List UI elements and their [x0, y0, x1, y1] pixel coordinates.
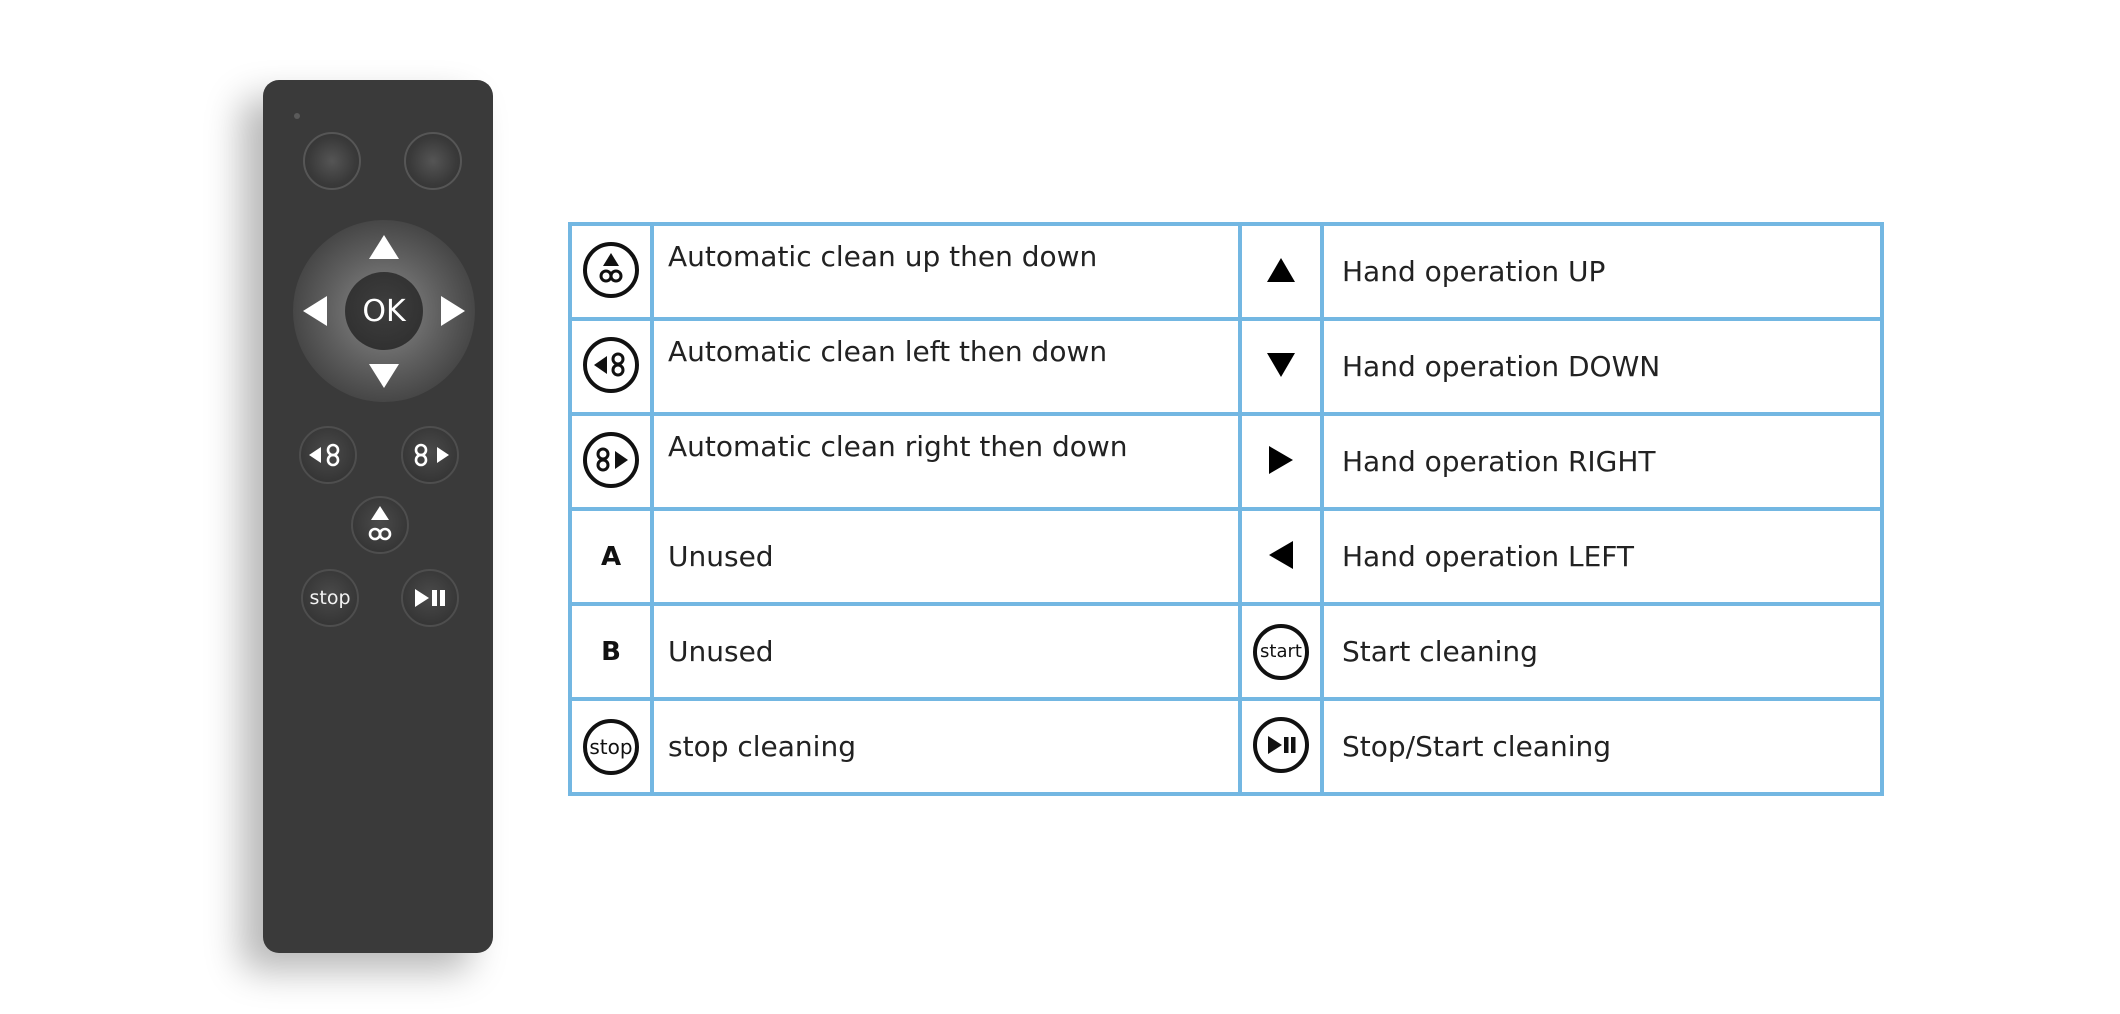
legend-description: Hand operation RIGHT [1322, 414, 1882, 509]
triangle-down-icon [1267, 353, 1295, 377]
stop-label: stop [309, 587, 351, 609]
button-b[interactable] [404, 132, 462, 190]
legend-description: stop cleaning [652, 699, 1240, 794]
remote-control [263, 80, 493, 953]
legend-icon-cell [570, 319, 652, 414]
play-pause-button[interactable] [401, 569, 459, 627]
letter-a-label: A [600, 541, 622, 572]
legend-description: Automatic clean left then down [652, 319, 1240, 414]
legend-description: Hand operation LEFT [1322, 509, 1882, 604]
legend-description: Unused [652, 604, 1240, 699]
triangle-left-icon [1269, 541, 1293, 569]
stop-button[interactable] [301, 569, 359, 627]
table-row [570, 699, 1882, 794]
button-a[interactable] [303, 132, 361, 190]
legend-description: Automatic clean right then down [652, 414, 1240, 509]
auto-right-down-button[interactable] [401, 426, 459, 484]
ok-button[interactable] [345, 272, 423, 350]
legend-icon-cell [1240, 224, 1322, 319]
legend-description: Hand operation UP [1322, 224, 1882, 319]
legend-icon-cell [1240, 319, 1322, 414]
legend-icon-cell [1240, 699, 1322, 794]
legend-icon-cell [1240, 604, 1322, 699]
legend-icon-cell [1240, 414, 1322, 509]
table-row [570, 604, 1882, 699]
indicator-led [294, 113, 300, 119]
auto-up-down-icon [360, 502, 400, 548]
legend-description: Unused [652, 509, 1240, 604]
auto-left-down-button[interactable] [299, 426, 357, 484]
auto-right-down-icon [581, 430, 641, 490]
table-row [570, 319, 1882, 414]
auto-up-down-button[interactable] [351, 496, 409, 554]
start-icon: start [1253, 624, 1309, 680]
dpad-right-button[interactable] [441, 296, 465, 326]
ok-label: OK [362, 293, 406, 329]
legend-icon-cell [570, 224, 652, 319]
legend-icon-cell [570, 414, 652, 509]
dpad-up-button[interactable] [369, 235, 399, 259]
triangle-right-icon [1269, 446, 1293, 474]
letter-b-label: B [601, 636, 621, 667]
table-row [570, 509, 1882, 604]
play-pause-icon [413, 587, 447, 609]
direction-pad [293, 220, 475, 402]
legend-icon-cell [570, 699, 652, 794]
triangle-up-icon [1267, 258, 1295, 282]
dpad-down-button[interactable] [369, 364, 399, 388]
legend-description: Stop/Start cleaning [1322, 699, 1882, 794]
table-row [570, 224, 1882, 319]
dpad-left-button[interactable] [303, 296, 327, 326]
stop-icon: stop [583, 719, 639, 775]
button-legend-table [568, 222, 1884, 796]
legend-description: Start cleaning [1322, 604, 1882, 699]
legend-icon-cell [1240, 509, 1322, 604]
auto-right-down-icon [407, 438, 453, 472]
legend-icon-cell [570, 604, 652, 699]
auto-left-down-icon [581, 335, 641, 395]
auto-up-down-icon [581, 240, 641, 300]
legend-description: Automatic clean up then down [652, 224, 1240, 319]
auto-left-down-icon [305, 438, 351, 472]
legend-description: Hand operation DOWN [1322, 319, 1882, 414]
table-row [570, 414, 1882, 509]
legend-icon-cell [570, 509, 652, 604]
play-pause-icon [1251, 715, 1311, 775]
